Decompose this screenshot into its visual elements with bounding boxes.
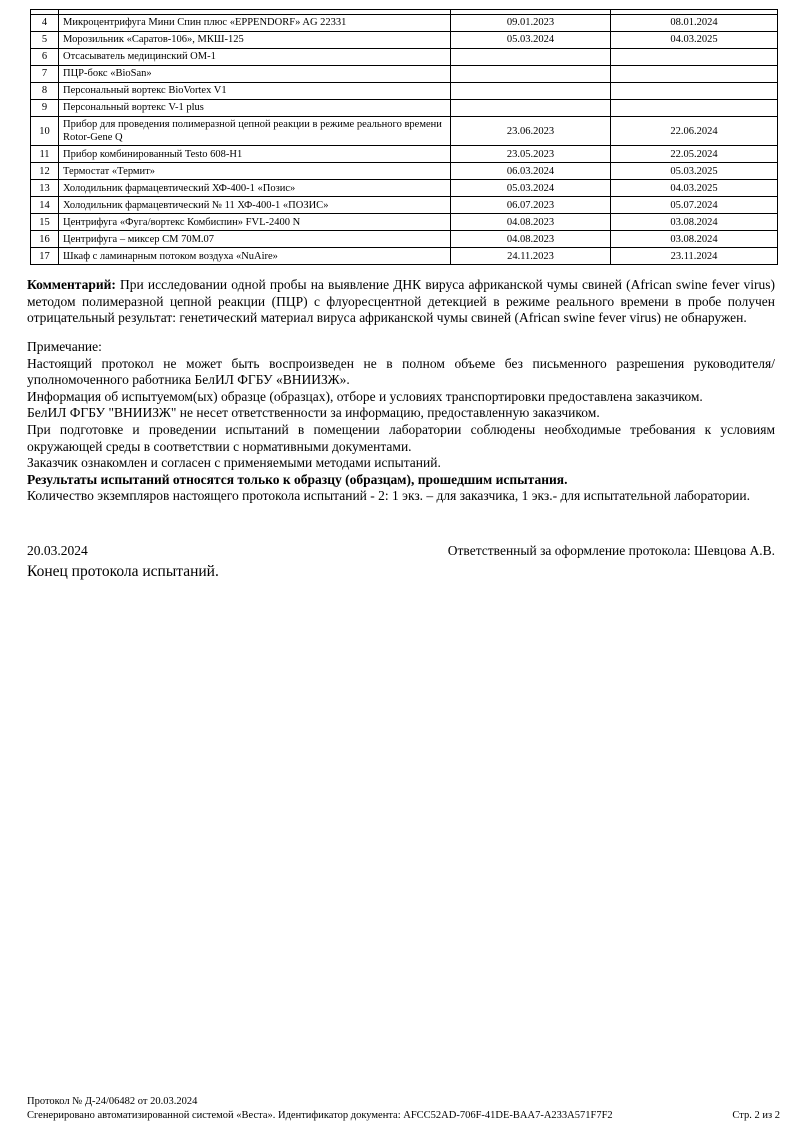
row-number-cell: 6	[31, 49, 59, 66]
equipment-name-cell: Шкаф с ламинарным потоком воздуха «NuAire»	[59, 248, 451, 265]
verification-expiry-cell: 05.03.2025	[611, 163, 778, 180]
verification-date-cell: 09.01.2023	[451, 15, 611, 32]
row-number-cell: 9	[31, 100, 59, 117]
table-row	[31, 231, 778, 248]
verification-expiry-cell: 04.03.2025	[611, 32, 778, 49]
verification-date-cell: 05.03.2024	[451, 32, 611, 49]
page-footer	[27, 1095, 780, 1122]
note-item: Результаты испытаний относятся только к образцу (образцам), прошедшим испытания.	[27, 471, 568, 487]
table-row	[31, 117, 778, 146]
verification-expiry-cell	[611, 49, 778, 66]
verification-expiry-cell: 22.06.2024	[611, 117, 778, 146]
verification-date-cell: 23.06.2023	[451, 117, 611, 146]
protocol-date: 20.03.2024	[27, 542, 88, 558]
table-row	[31, 49, 778, 66]
verification-date-cell: 04.08.2023	[451, 231, 611, 248]
row-number-cell: 17	[31, 248, 59, 265]
verification-expiry-cell: 22.05.2024	[611, 146, 778, 163]
footer-page-number: Стр. 2 из 2	[732, 1109, 780, 1121]
notes-list	[27, 356, 775, 505]
table-row	[31, 197, 778, 214]
row-number-cell: 16	[31, 231, 59, 248]
equipment-name-cell: Холодильник фармацевтический ХФ-400-1 «Позис»	[59, 180, 451, 197]
page-content	[27, 9, 775, 581]
equipment-name-cell: Термостат «Термит»	[59, 163, 451, 180]
note-item: Информация об испытуемом(ых) образце (образцах), отборе и условиях транспортировки предоставлена заказчиком.	[27, 388, 703, 404]
equipment-name-cell: Персональный вортекс BioVortex V1	[59, 83, 451, 100]
verification-date-cell: 04.08.2023	[451, 214, 611, 231]
verification-date-cell	[451, 66, 611, 83]
table-row	[31, 100, 778, 117]
table-row	[31, 214, 778, 231]
footer-generated-info: Сгенерировано автоматизированной системой «Веста». Идентификатор документа: AFCC52AD-706F-41DE-BAA7-A233A571F7F2	[27, 1109, 613, 1121]
verification-date-cell: 05.03.2024	[451, 180, 611, 197]
verification-date-cell: 06.03.2024	[451, 163, 611, 180]
notes-heading: Примечание:	[27, 339, 102, 355]
table-row	[31, 32, 778, 49]
row-number-cell: 5	[31, 32, 59, 49]
equipment-name-cell: Прибор комбинированный Testo 608-H1	[59, 146, 451, 163]
responsible-person: Ответственный за оформление протокола: Шевцова А.В.	[447, 542, 775, 558]
verification-date-cell: 24.11.2023	[451, 248, 611, 265]
verification-expiry-cell	[611, 83, 778, 100]
table-row	[31, 66, 778, 83]
row-number-cell: 10	[31, 117, 59, 146]
table-row	[31, 180, 778, 197]
note-item: БелИЛ ФГБУ "ВНИИЗЖ" не несет ответственности за информацию, предоставленную заказчиком.	[27, 405, 600, 421]
row-number-cell: 4	[31, 15, 59, 32]
verification-date-cell	[451, 49, 611, 66]
row-number-cell: 12	[31, 163, 59, 180]
signature-row	[27, 542, 775, 559]
verification-expiry-cell	[611, 66, 778, 83]
verification-expiry-cell: 08.01.2024	[611, 15, 778, 32]
equipment-name-cell: ПЦР-бокс «BioSan»	[59, 66, 451, 83]
equipment-name-cell: Отсасыватель медицинский ОМ-1	[59, 49, 451, 66]
equipment-table-body	[31, 10, 778, 265]
verification-date-cell: 06.07.2023	[451, 197, 611, 214]
verification-date-cell: 23.05.2023	[451, 146, 611, 163]
note-item: При подготовке и проведении испытаний в помещении лаборатории соблюдены необходимые требования к условиям окружающей среды в соответствии с нормативными документами.	[27, 422, 775, 454]
verification-expiry-cell: 05.07.2024	[611, 197, 778, 214]
equipment-name-cell: Холодильник фармацевтический № 11 ХФ-400-1 «ПОЗИС»	[59, 197, 451, 214]
verification-expiry-cell: 23.11.2024	[611, 248, 778, 265]
table-row	[31, 163, 778, 180]
row-number-cell: 7	[31, 66, 59, 83]
note-item: Количество экземпляров настоящего протокола испытаний - 2: 1 экз. – для заказчика, 1 экз.- для испытательной лаборатории.	[27, 488, 750, 504]
table-row	[31, 83, 778, 100]
note-item: Настоящий протокол не может быть воспроизведен не в полном объеме без письменного разрешения руководителя/уполномоченного работника БелИЛ ФГБУ «ВНИИЗЖ».	[27, 355, 775, 388]
verification-expiry-cell: 03.08.2024	[611, 214, 778, 231]
row-number-cell: 13	[31, 180, 59, 197]
verification-expiry-cell: 03.08.2024	[611, 231, 778, 248]
equipment-name-cell: Персональный вортекс V-1 plus	[59, 100, 451, 117]
table-row	[31, 15, 778, 32]
comment-text: При исследовании одной пробы на выявление ДНК вируса африканской чумы свиней (African swine fever virus) методом полимеразной цепной реакции (ПЦР) с флуоресцентной детекцией в режиме реального времени в пробе получен отрицательный результат: генетический материал вируса африканской чумы свиней (African swine fever virus) не обнаружен.	[27, 277, 775, 326]
footer-second-line	[27, 1109, 780, 1123]
row-number-cell: 14	[31, 197, 59, 214]
footer-protocol-number: Протокол № Д-24/06482 от 20.03.2024	[27, 1096, 198, 1107]
comment-label: Комментарий:	[27, 277, 116, 293]
verification-date-cell	[451, 100, 611, 117]
verification-expiry-cell	[611, 100, 778, 117]
row-number-cell: 15	[31, 214, 59, 231]
equipment-name-cell: Морозильник «Саратов-106», МКШ-125	[59, 32, 451, 49]
verification-date-cell	[451, 83, 611, 100]
equipment-name-cell: Центрифуга «Фуга/вортекс Комбиспин» FVL-2400 N	[59, 214, 451, 231]
end-of-protocol: Конец протокола испытаний.	[27, 562, 219, 580]
equipment-table	[30, 9, 778, 265]
row-number-cell: 11	[31, 146, 59, 163]
note-item: Заказчик ознакомлен и согласен с применяемыми методами испытаний.	[27, 455, 441, 471]
table-row	[31, 146, 778, 163]
table-row	[31, 248, 778, 265]
equipment-name-cell: Центрифуга – миксер СМ 70М.07	[59, 231, 451, 248]
row-number-cell: 8	[31, 83, 59, 100]
equipment-name-cell: Прибор для проведения полимеразной цепной реакции в режиме реального времени Rotor-Gene Q	[59, 117, 451, 146]
equipment-name-cell: Микроцентрифуга Мини Спин плюс «EPPENDORF» AG 22331	[59, 15, 451, 32]
comment-paragraph	[27, 277, 775, 327]
verification-expiry-cell: 04.03.2025	[611, 180, 778, 197]
